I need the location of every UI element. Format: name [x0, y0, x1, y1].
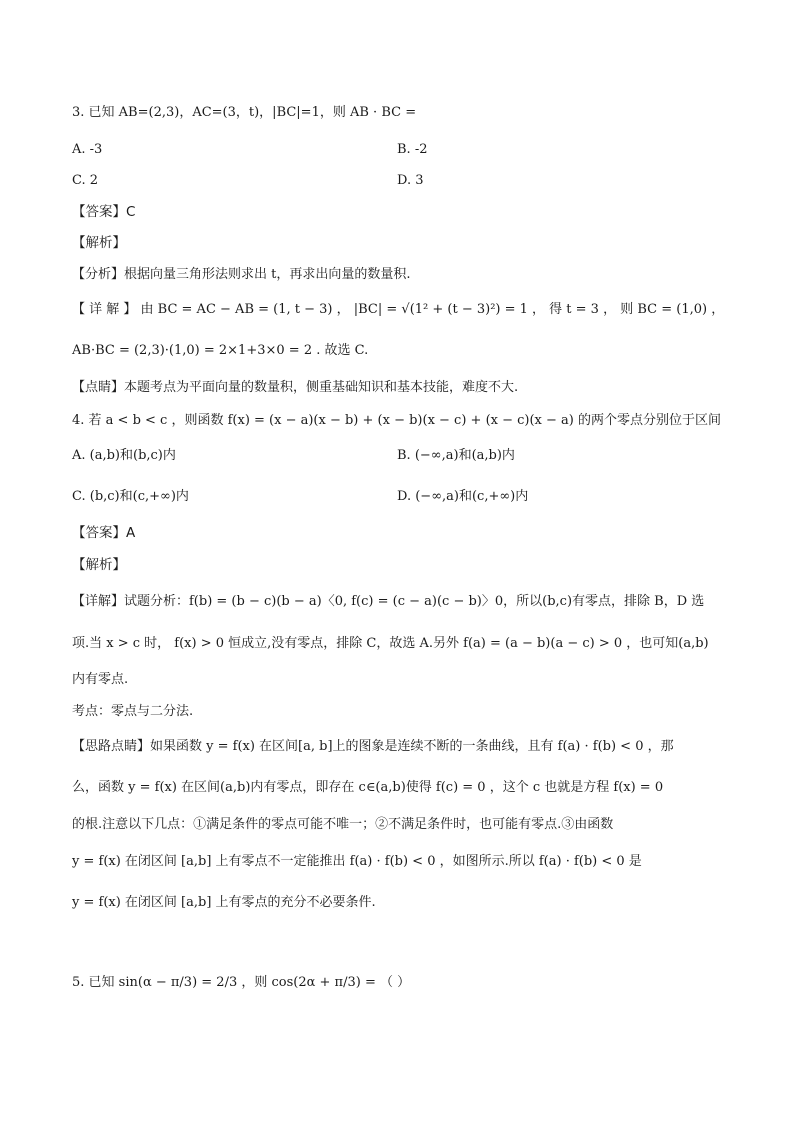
q5-stem: 5. 已知 sin(α − π/3) = 2/3 ，则 cos(2α + π/3) = （ ） — [72, 975, 411, 990]
q4-silu-line2: 么，函数 y = f(x) 在区间(a,b)内有零点，即存在 c∈(a,b)使得 f(c) = 0 ，这个 c 也就是方程 f(x) = 0 — [72, 780, 664, 795]
q4-silu-line1: 【思路点睛】如果函数 y = f(x) 在区间[a, b]上的图象是连续不断的一条曲线，且有 f(a) · f(b) < 0 ，那 — [72, 739, 674, 754]
q4-analysis-label: 【解析】 — [72, 557, 126, 573]
q3-option-a: A. -3 — [72, 142, 103, 157]
q3-detail-line1: 【 详 解 】 由 BC = AC − AB = (1, t − 3) ， |BC| = √(1² + (t − 3)²) = 1 ， 得 t = 3 ， 则 BC = (1,0) ， — [72, 302, 725, 317]
q3-option-c: C. 2 — [72, 173, 99, 188]
q4-option-d: D. (−∞,a)和(c,+∞)内 — [397, 489, 529, 504]
q3-option-b: B. -2 — [397, 142, 428, 157]
q3-stem: 3. 已知 AB=(2,3)，AC=(3，t)，|BC|=1，则 AB · BC = — [72, 105, 417, 120]
q4-silu-line3: 的根.注意以下几点：①满足条件的零点可能不唯一；②不满足条件时，也可能有零点.③由函数 — [72, 817, 614, 832]
q3-fenxi: 【分析】根据向量三角形法则求出 t，再求出向量的数量积. — [72, 267, 411, 282]
q4-option-a: A. (a,b)和(b,c)内 — [72, 448, 176, 463]
q3-option-d: D. 3 — [397, 173, 424, 188]
q4-kaodian: 考点：零点与二分法. — [72, 704, 194, 719]
q4-detail-line2: 项.当 x > c 时， f(x) > 0 恒成立,没有零点，排除 C，故选 A.另外 f(a) = (a − b)(a − c) > 0 ，也可知(a,b) — [72, 636, 709, 651]
q4-stem: 4. 若 a < b < c ，则函数 f(x) = (x − a)(x − b) + (x − b)(x − c) + (x − c)(x − a) 的两个零点分别位于区间 — [72, 413, 721, 428]
q3-analysis-label: 【解析】 — [72, 235, 126, 251]
q3-dianjing: 【点睛】本题考点为平面向量的数量积，侧重基础知识和基本技能，难度不大. — [72, 380, 519, 395]
q4-option-c: C. (b,c)和(c,+∞)内 — [72, 489, 189, 504]
q4-silu-line5: y = f(x) 在闭区间 [a,b] 上有零点的充分不必要条件. — [72, 895, 376, 910]
q4-silu-line4: y = f(x) 在闭区间 [a,b] 上有零点不一定能推出 f(a) · f(b) < 0 ，如图所示.所以 f(a) · f(b) < 0 是 — [72, 854, 642, 869]
q3-answer: 【答案】C — [72, 204, 136, 220]
q4-answer: 【答案】A — [72, 525, 136, 541]
q3-detail-line2: AB·BC = (2,3)·(1,0) = 2×1+3×0 = 2 . 故选 C. — [72, 343, 369, 358]
q4-option-b: B. (−∞,a)和(a,b)内 — [397, 448, 515, 463]
q4-detail-line3: 内有零点. — [72, 672, 129, 687]
q4-detail-line1: 【详解】试题分析：f(b) = (b − c)(b − a)〈0, f(c) = (c − a)(c − b)〉0，所以(b,c)有零点，排除 B，D 选 — [72, 594, 705, 609]
